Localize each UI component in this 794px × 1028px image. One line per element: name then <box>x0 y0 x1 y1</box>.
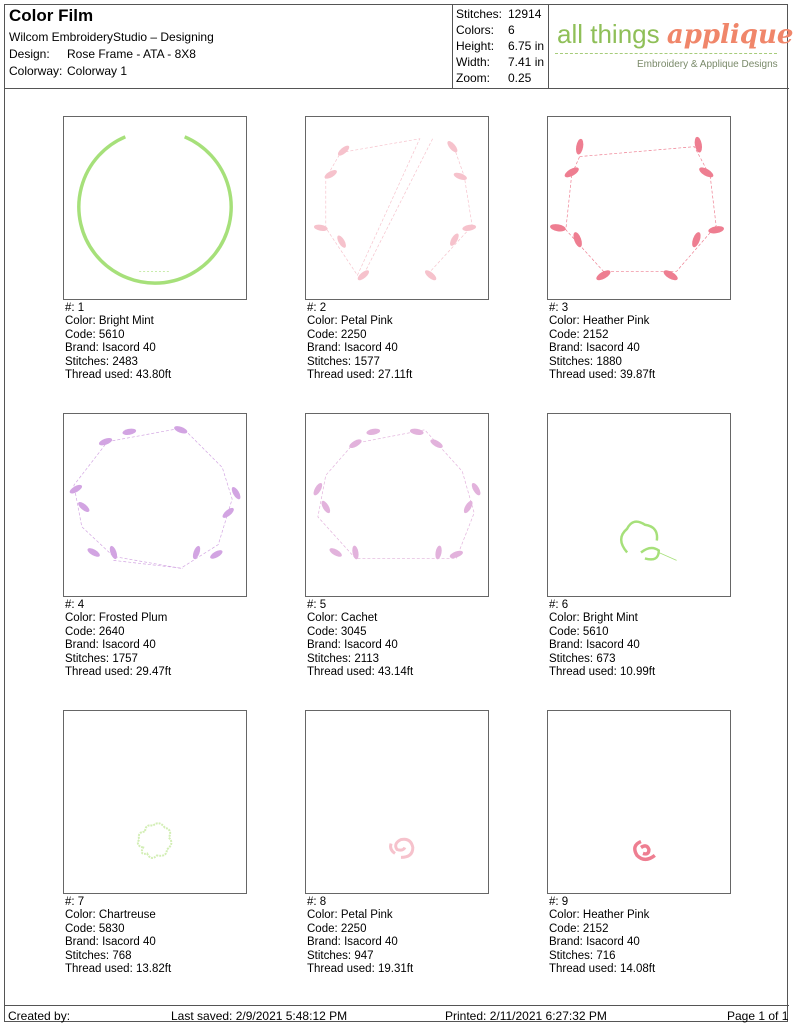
field-value: 19.31ft <box>377 963 414 976</box>
thread-brand <box>65 342 171 355</box>
field-value: 716 <box>596 949 616 962</box>
field-label: Color: <box>65 909 96 922</box>
thread-number <box>549 302 655 315</box>
field-label: Thread used: <box>65 963 133 976</box>
field-label: Code: <box>65 625 96 638</box>
field-value: 13.82ft <box>135 963 172 976</box>
field-value: 2640 <box>98 625 125 638</box>
thread-card <box>305 413 505 693</box>
last-saved: Last saved: 2/9/2021 5:48:12 PM <box>171 1009 348 1023</box>
field-value: 673 <box>596 652 616 665</box>
field-label: #: <box>65 599 75 611</box>
logo-divider <box>555 53 777 54</box>
thread-number <box>549 599 655 612</box>
thread-info <box>65 896 171 976</box>
thread-brand <box>549 639 655 652</box>
thread-card <box>63 413 263 693</box>
field-label: Code: <box>65 328 96 341</box>
field-value: 2152 <box>582 922 609 935</box>
field-value: 27.11ft <box>377 369 413 382</box>
thread-preview <box>547 413 731 597</box>
field-value: 5830 <box>98 922 125 935</box>
stat-value: 6.75 in <box>508 39 545 53</box>
stat-label: Stitches: <box>456 7 503 21</box>
field-label: Brand: <box>307 342 341 355</box>
field-value: Bright Mint <box>98 315 154 328</box>
field-value: 43.80ft <box>135 369 172 382</box>
field-label: Brand: <box>549 936 583 949</box>
thread-info <box>65 599 171 679</box>
thread-info <box>549 599 655 679</box>
field-label: Brand: <box>307 936 341 949</box>
thread-preview <box>63 413 247 597</box>
thread-stitches <box>307 653 413 666</box>
field-label: Thread used: <box>65 666 133 679</box>
stitch-preview-5 <box>306 414 488 596</box>
field-value: 43.14ft <box>377 666 414 679</box>
field-value: 4 <box>77 599 85 611</box>
field-value: 8 <box>319 896 327 908</box>
thread-color <box>549 315 655 328</box>
created-by: Created by: <box>8 1009 71 1023</box>
header-info <box>5 5 453 89</box>
field-value: 1880 <box>596 355 622 368</box>
field-value: 29.47ft <box>135 666 172 679</box>
field-value: 5610 <box>582 625 609 638</box>
thread-info <box>307 302 412 382</box>
stat-label: Width: <box>456 55 491 69</box>
field-value: Frosted Plum <box>98 612 168 625</box>
field-value: Isacord 40 <box>344 936 398 949</box>
thread-used <box>549 666 655 679</box>
field-value: 947 <box>354 949 374 962</box>
thread-color <box>65 909 171 922</box>
field-label: #: <box>307 896 317 908</box>
field-label: Brand: <box>549 639 583 652</box>
field-value: 2250 <box>340 328 367 341</box>
field-label: Thread used: <box>549 963 617 976</box>
field-value: Isacord 40 <box>344 342 398 355</box>
field-label: Color: <box>307 315 338 328</box>
field-label: Stitches: <box>65 949 110 962</box>
colorway-value: Colorway 1 <box>67 64 128 78</box>
stat-label: Height: <box>456 39 495 53</box>
stitch-preview-3 <box>548 117 730 299</box>
field-label: Color: <box>549 612 580 625</box>
stat-label: Zoom: <box>456 71 491 85</box>
field-label: Brand: <box>65 639 99 652</box>
thread-color <box>549 909 655 922</box>
field-label: Stitches: <box>549 949 594 962</box>
thread-stitches <box>65 356 171 369</box>
field-value: 10.99ft <box>619 666 656 679</box>
logo-wordmark <box>557 19 793 50</box>
thread-code <box>549 626 655 639</box>
field-value: 2 <box>319 302 327 314</box>
thread-code <box>65 329 171 342</box>
stat-value: 0.25 <box>508 71 532 85</box>
thread-used <box>307 963 413 976</box>
field-value: 2483 <box>112 355 138 368</box>
field-label: Stitches: <box>65 355 110 368</box>
thread-preview <box>63 710 247 894</box>
field-value: 1 <box>77 302 85 314</box>
thread-card <box>547 116 747 396</box>
page-number: Page 1 of 1 <box>727 1009 789 1023</box>
thread-code <box>307 626 413 639</box>
field-value: 9 <box>561 896 569 908</box>
field-value: 7 <box>77 896 85 908</box>
thread-code <box>549 923 655 936</box>
field-value: Isacord 40 <box>586 639 640 652</box>
stat-zoom <box>456 71 546 85</box>
field-value: Bright Mint <box>582 612 638 625</box>
stitch-preview-8 <box>306 711 488 893</box>
field-label: Stitches: <box>549 652 594 665</box>
stitch-preview-6 <box>548 414 730 596</box>
thread-brand <box>65 936 171 949</box>
field-value: Heather Pink <box>582 315 650 328</box>
field-value: 6 <box>561 599 569 611</box>
field-value: 2152 <box>582 328 609 341</box>
software-name: Wilcom EmbroideryStudio – Designing <box>9 30 214 44</box>
field-label: Color: <box>65 315 96 328</box>
logo-tagline: Embroidery & Applique Designs <box>637 59 778 70</box>
thread-preview <box>305 116 489 300</box>
thread-number <box>307 896 413 909</box>
field-label: Code: <box>549 625 580 638</box>
thread-number <box>549 896 655 909</box>
stitch-preview-7 <box>64 711 246 893</box>
thread-preview <box>305 710 489 894</box>
thread-color <box>65 315 171 328</box>
field-value: Heather Pink <box>582 909 650 922</box>
thread-code <box>549 329 655 342</box>
thread-preview <box>305 413 489 597</box>
thread-info <box>65 302 171 382</box>
stitch-preview-2 <box>306 117 488 299</box>
thread-preview <box>63 116 247 300</box>
field-value: 2113 <box>354 652 380 665</box>
thread-stitches <box>549 950 655 963</box>
header-stats <box>453 5 549 89</box>
field-label: Thread used: <box>65 369 133 382</box>
field-label: #: <box>65 896 75 908</box>
field-label: Code: <box>307 328 338 341</box>
thread-stitches <box>549 653 655 666</box>
field-label: #: <box>307 302 317 314</box>
field-label: Code: <box>307 922 338 935</box>
field-label: Color: <box>307 909 338 922</box>
thread-number <box>65 896 171 909</box>
page-title: Color Film <box>9 6 94 25</box>
thread-used <box>549 369 655 382</box>
field-label: Color: <box>307 612 338 625</box>
thread-number <box>65 599 171 612</box>
field-value: 5610 <box>98 328 125 341</box>
color-film-sheet <box>4 4 794 1023</box>
field-value: 14.08ft <box>619 963 656 976</box>
thread-number <box>307 599 413 612</box>
field-label: Stitches: <box>549 355 594 368</box>
field-value: Chartreuse <box>98 909 156 922</box>
thread-preview <box>547 710 731 894</box>
field-label: Thread used: <box>307 963 375 976</box>
thread-brand <box>307 342 412 355</box>
field-label: Brand: <box>65 936 99 949</box>
field-label: Code: <box>549 328 580 341</box>
colorway-label: Colorway: <box>9 64 63 78</box>
field-value: Isacord 40 <box>344 639 398 652</box>
field-label: #: <box>549 896 559 908</box>
field-label: Code: <box>549 922 580 935</box>
thread-stitches <box>307 356 412 369</box>
thread-info <box>307 599 413 679</box>
thread-used <box>65 369 171 382</box>
stat-value: 12914 <box>508 7 542 21</box>
thread-code <box>307 329 412 342</box>
field-value: 2250 <box>340 922 367 935</box>
field-value: 5 <box>319 599 327 611</box>
thread-used <box>307 666 413 679</box>
thread-brand <box>307 639 413 652</box>
thread-card <box>63 116 263 396</box>
thread-color <box>549 612 655 625</box>
thread-card <box>547 413 747 693</box>
design-label: Design: <box>9 47 50 61</box>
thread-number <box>65 302 171 315</box>
thread-brand <box>65 639 171 652</box>
field-label: Brand: <box>549 342 583 355</box>
stitch-preview-1 <box>64 117 246 299</box>
field-value: 3045 <box>340 625 367 638</box>
field-label: #: <box>549 599 559 611</box>
thread-stitches <box>307 950 413 963</box>
field-label: Color: <box>549 315 580 328</box>
field-label: Stitches: <box>307 949 352 962</box>
stat-stitches <box>456 7 546 21</box>
field-label: Brand: <box>65 342 99 355</box>
thread-used <box>307 369 412 382</box>
field-value: Isacord 40 <box>586 936 640 949</box>
field-value: 39.87ft <box>619 369 656 382</box>
thread-stitches <box>65 653 171 666</box>
page-footer <box>5 1005 789 1023</box>
thread-number <box>307 302 412 315</box>
stat-value: 7.41 in <box>508 55 545 69</box>
thread-info <box>549 896 655 976</box>
field-value: Isacord 40 <box>102 342 156 355</box>
field-label: Code: <box>65 922 96 935</box>
thread-color <box>307 612 413 625</box>
design-value: Rose Frame - ATA - 8X8 <box>67 47 196 61</box>
field-value: 3 <box>561 302 569 314</box>
thread-brand <box>549 936 655 949</box>
field-value: Petal Pink <box>340 315 393 328</box>
thread-info <box>307 896 413 976</box>
field-label: Thread used: <box>549 666 617 679</box>
field-label: Stitches: <box>307 355 352 368</box>
field-label: Stitches: <box>307 652 352 665</box>
thread-used <box>549 963 655 976</box>
field-value: 1757 <box>112 652 138 665</box>
field-label: #: <box>65 302 75 314</box>
brand-logo <box>549 5 794 89</box>
thread-card <box>305 116 505 396</box>
field-label: Thread used: <box>307 369 375 382</box>
field-label: Color: <box>65 612 96 625</box>
thread-preview <box>547 116 731 300</box>
stat-width <box>456 55 546 69</box>
logo-text-b: applique <box>666 20 794 50</box>
stat-height <box>456 39 546 53</box>
stat-label: Colors: <box>456 23 495 37</box>
field-value: Isacord 40 <box>102 936 156 949</box>
thread-stitches <box>65 950 171 963</box>
thread-color <box>65 612 171 625</box>
colorway-row <box>9 64 127 78</box>
stat-value: 6 <box>508 23 515 37</box>
field-value: 1577 <box>354 355 380 368</box>
field-value: Petal Pink <box>340 909 393 922</box>
thread-code <box>65 923 171 936</box>
thread-color <box>307 315 412 328</box>
stitch-preview-9 <box>548 711 730 893</box>
thread-card <box>63 710 263 990</box>
thread-stitches <box>549 356 655 369</box>
field-label: #: <box>307 599 317 611</box>
field-label: Color: <box>549 909 580 922</box>
thread-code <box>65 626 171 639</box>
field-label: #: <box>549 302 559 314</box>
thread-color <box>307 909 413 922</box>
thread-card <box>305 710 505 990</box>
thread-used <box>65 666 171 679</box>
thread-brand <box>307 936 413 949</box>
field-label: Stitches: <box>65 652 110 665</box>
thread-info <box>549 302 655 382</box>
stitch-preview-4 <box>64 414 246 596</box>
field-value: 768 <box>112 949 132 962</box>
thread-brand <box>549 342 655 355</box>
design-row <box>9 47 196 61</box>
field-label: Thread used: <box>549 369 617 382</box>
field-value: Isacord 40 <box>586 342 640 355</box>
field-label: Code: <box>307 625 338 638</box>
field-label: Thread used: <box>307 666 375 679</box>
thread-used <box>65 963 171 976</box>
field-label: Brand: <box>307 639 341 652</box>
logo-text-a: all things <box>557 19 667 49</box>
thread-code <box>307 923 413 936</box>
printed-date: Printed: 2/11/2021 6:27:32 PM <box>445 1009 607 1023</box>
field-value: Isacord 40 <box>102 639 156 652</box>
stat-colors <box>456 23 546 37</box>
field-value: Cachet <box>340 612 378 625</box>
thread-card <box>547 710 747 990</box>
